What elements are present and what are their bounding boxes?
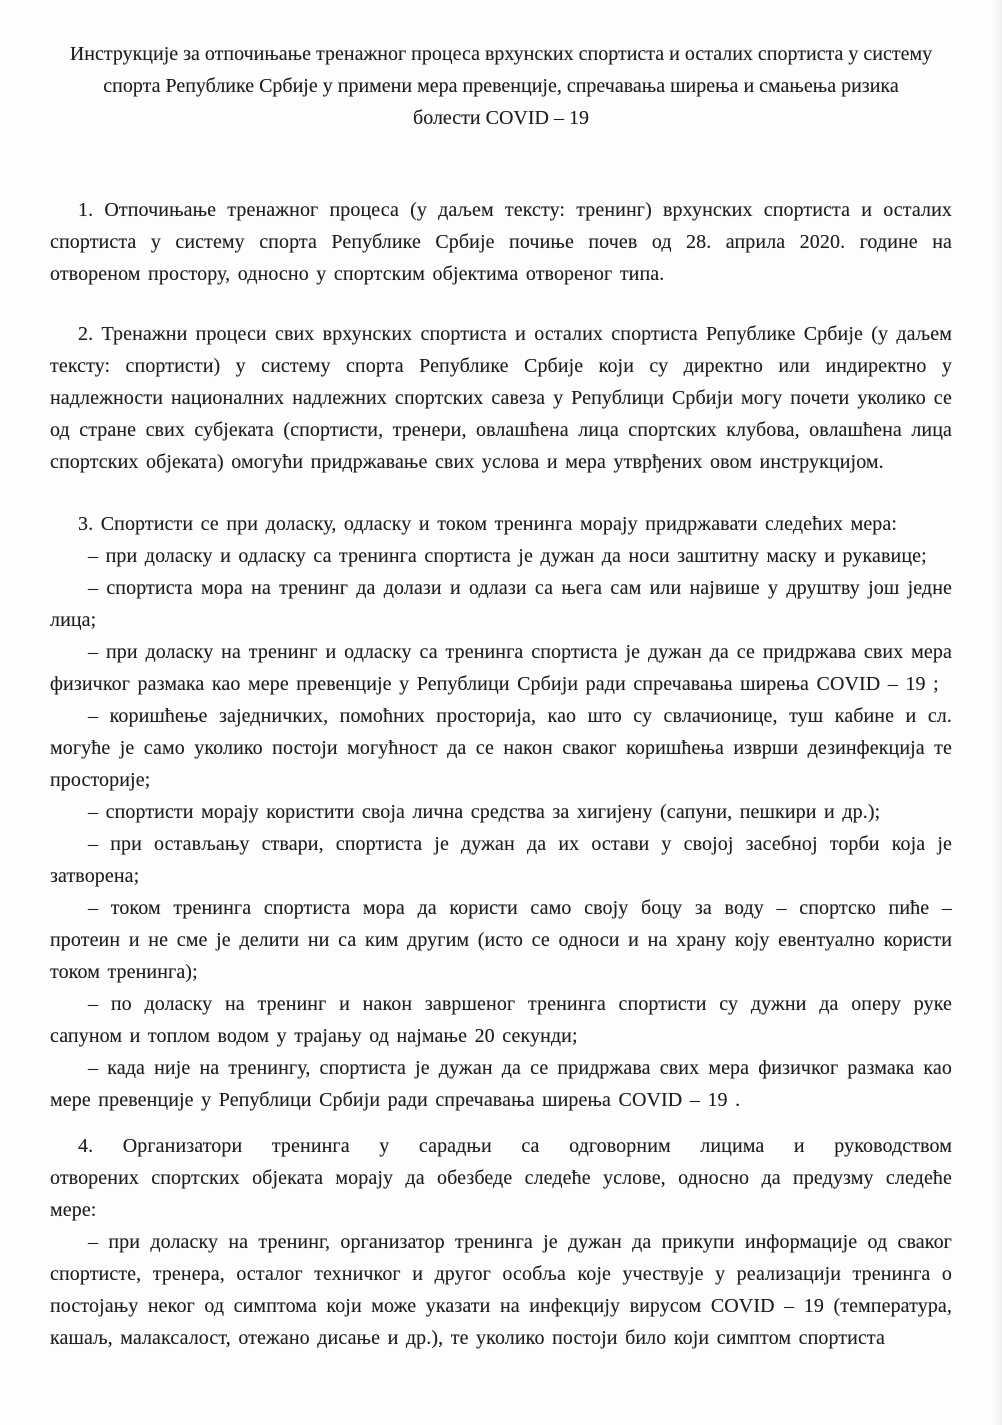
- section-4-heading-continuation: отворених спортских објеката морају да обезбеде следеће услове, односно да предузму следеће мере:: [50, 1167, 952, 1221]
- measure-item-9: – када није на тренингу, спортиста је дужан да се придржава свих мера физичког размака као мере превенције у Републици Србији ради спречавања ширења COVID – 19 .: [50, 1057, 952, 1111]
- measure-item-8: – по доласку на тренинг и након завршеног тренинга спортисти су дужни да оперу руке сапуном и топлом водом у трајању од најмање 20 секунди;: [50, 993, 952, 1047]
- measure-item-7: – током тренинга спортиста мора да користи само своју боцу за воду – спортско пиће – протеин и не сме је делити ни са ким другим (исто се односи и на храну коју евентуално користи током тренинга);: [50, 897, 952, 983]
- section-3-heading: 3. Спортисти се при доласку, одласку и током тренинга морају придржавати следећих мера:: [78, 513, 898, 535]
- measure-item-1: – при доласку и одласку са тренинга спортиста је дужан да носи заштитну маску и рукавице;: [88, 545, 927, 567]
- measure-item-3: – при доласку на тренинг и одласку са тренинга спортиста је дужан да се придржава свих мера физичког размака као мере превенције у Републици Србији ради спречавања ширења COVID – 19 ;: [50, 641, 952, 695]
- measure-item-2: – спортиста мора на тренинг да долази и одлази са њега сам или највише у друштву још једне лица;: [50, 577, 952, 631]
- paragraph-1: 1. Отпочињање тренажног процеса (у даљем тексту: тренинг) врхунских спортиста и осталих спортиста у систему спорта Републике Србије почиње почев од 28. априла 2020. године на отвореном простору, односно у спортским објектима отвореног типа.: [50, 199, 952, 285]
- document-title: Инструкције за отпочињање тренажног процеса врхунских спортиста и осталих спортиста у систему спорта Републике Србије у примени мера превенције, спречавања ширења и смањења ризика болести COVID – 19: [69, 43, 933, 129]
- measure-item-5: – спортисти морају користити своја лична средства за хигијену (сапуни, пешкири и др.);: [88, 801, 881, 823]
- section-3-measures: [50, 508, 952, 1116]
- measure-item-4: – коришћење заједничких, помоћних просторија, као што су свлачионице, туш кабине и сл. могуће је само уколико постоји могућност да се након сваког коришћења изврши дезинфекција те просторије;: [50, 705, 952, 791]
- scan-edge-shadow: [992, 0, 1002, 1425]
- measure-item-6: – при остављању ствари, спортиста је дужан да их остави у својој засебној торби која је затворена;: [50, 833, 952, 887]
- paragraph-2: 2. Тренажни процеси свих врхунских спортиста и осталих спортиста Републике Србије (у даљем тексту: спортисти) у систему спорта Републике Србије који су директно или индиректно у надлежности националних надлежних спортских савеза у Републици Србији могу почети уколико се од стране свих субјеката (спортисти, тренери, овлашћена лица спортских клубова, овлашћена лица спортских објеката) омогући придржавање свих услова и мера утврђених овом инструкцијом.: [50, 323, 952, 473]
- section-4-measure-item-1: – при доласку на тренинг, организатор тренинга је дужан да прикупи информације од сваког спортисте, тренера, осталог техничког и другог особља које учествује у реализацији тренинга о постојању неког од симптома који може указати на инфекцију вирусом COVID – 19 (температура, кашаљ, малаксалост, отежано дисање и др.), те уколико постоји било који симптом спортиста: [50, 1231, 952, 1349]
- section-4-heading-line-1: 4. Организатори тренинга у сарадњи са одговорним лицима и руководством: [78, 1135, 952, 1157]
- section-4-organizers: [50, 1130, 952, 1354]
